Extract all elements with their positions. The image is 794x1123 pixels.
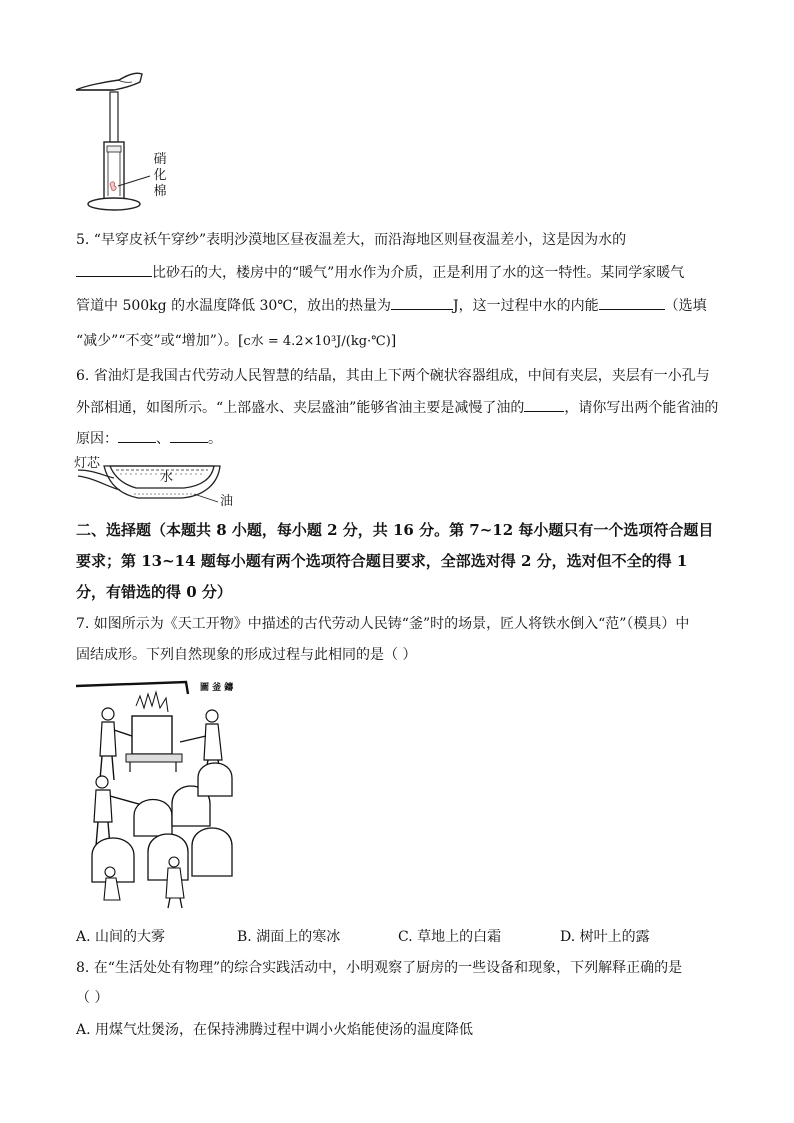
label-char: 棉: [153, 184, 167, 199]
oil-label: 油: [220, 494, 234, 509]
water-label: 水: [160, 470, 174, 485]
answer-blank[interactable]: [76, 262, 152, 277]
q6-line-2: [76, 397, 718, 418]
q5-line-4-text-b: ]: [390, 333, 397, 349]
answer-blank[interactable]: [391, 295, 453, 310]
label-char: 化: [153, 168, 167, 183]
option-b[interactable]: B. 湖面上的寒冰: [237, 929, 341, 945]
figure-caption: 圖 釜 鑄: [200, 683, 234, 693]
wick-label: 灯芯: [74, 456, 101, 471]
casting-illustration: [76, 676, 240, 912]
q8-line-1: 8. 在“生活处处有物理”的综合实践活动中，小明观察了厨房的一些设备和现象，下列解释正确的是: [76, 960, 683, 976]
q7-line-2: 固结成形。下列自然现象的形成过程与此相同的是（ ）: [76, 647, 417, 663]
oil-lamp-figure: [74, 456, 244, 508]
answer-blank[interactable]: [170, 428, 208, 443]
nitrocellulose-label: [152, 152, 168, 200]
label-char: 硝: [153, 152, 167, 167]
q8-option-a[interactable]: A. 用煤气灶煲汤，在保持沸腾过程中调小火焰能使汤的温度降低: [76, 1022, 474, 1038]
q6-end: 。: [208, 431, 222, 447]
q5-line-2: [76, 262, 684, 283]
option-a[interactable]: A. 山间的大雾: [76, 929, 166, 945]
casting-cauldron-figure: [76, 676, 240, 912]
q5-line-3-text-a: 管道中 500kg 的水温度降低 30℃，放出的热量为: [76, 298, 391, 314]
q5-line-4: [76, 331, 396, 352]
q5-line-2-text: 比砂石的大，楼房中的“暖气”用水作为介质，正是利用了水的这一特性。某同学家暖气: [152, 265, 685, 281]
q5-line-3-text-b: J，这一过程中水的内能: [453, 298, 599, 314]
specific-heat-formula: c水 = 4.2×10³J/(kg·℃): [243, 334, 391, 349]
option-d[interactable]: D. 树叶上的露: [560, 929, 650, 945]
q6-line-1: 6. 省油灯是我国古代劳动人民智慧的结晶，其由上下两个碗状容器组成，中间有夹层，夹层有一小孔与: [76, 368, 710, 384]
cotton-igniter-figure: [74, 68, 184, 218]
q5-line-4-text-a: “减少”“不变”或“增加”）。[: [76, 333, 244, 349]
q6-line-3-text-a: 原因：: [76, 431, 118, 447]
q8-line-2: （ ）: [76, 990, 109, 1006]
answer-blank[interactable]: [118, 428, 156, 443]
q6-line-2-text-b: ，请你写出两个能省油的: [564, 400, 719, 416]
option-c[interactable]: C. 草地上的白霜: [398, 929, 502, 945]
q7-line-1: 7. 如图所示为《天工开物》中描述的古代劳动人民铸“釜”时的场景，匠人将铁水倒入“范”（模具）中: [76, 616, 690, 632]
q5-line-1: 5. “早穿皮袄午穿纱”表明沙漠地区昼夜温差大，而沿海地区则昼夜温差小，这是因为水的: [76, 232, 627, 248]
q6-line-3: [76, 428, 222, 449]
q5-line-3: [76, 295, 707, 316]
q6-line-2-text-a: 外部相通，如图所示。“上部盛水、夹层盛油”能够省油主要是减慢了油的: [76, 400, 525, 416]
section2-line-2: 要求；第 13~14 题每小题有两个选项符合题目要求，全部选对得 2 分，选对但不全的得 1: [76, 552, 688, 570]
section2-line-1: 二、选择题（本题共 8 小题，每小题 2 分，共 16 分。第 7~12 每小题只有一个选项符合题目: [76, 521, 714, 539]
answer-blank[interactable]: [599, 295, 665, 310]
answer-blank[interactable]: [524, 397, 564, 412]
section2-line-3: 分，有错选的得 0 分）: [76, 583, 232, 601]
q6-sep: 、: [156, 431, 170, 447]
q5-line-3-text-c: （选填: [664, 298, 707, 314]
